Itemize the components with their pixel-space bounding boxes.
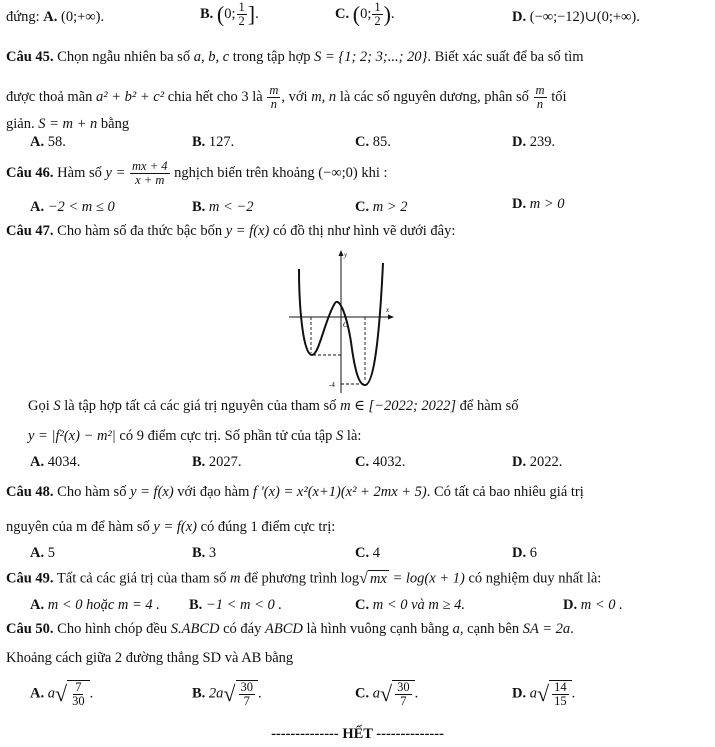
q50-option-c: C. a √ $\frac{30}{7}$ . [355,680,419,709]
q48-text: Cho hàm số [57,484,127,500]
q46-number: Câu 46. [6,164,54,181]
graph-x-label: x [386,306,390,314]
q45-line3 [6,116,129,133]
q45-text: giản. [6,116,35,132]
q45-option-a: A. 58. [30,134,66,150]
q50-text: Khoảng cách giữa 2 đường thẳng SD và AB bằng [6,650,294,666]
q47-text: có đồ thị như hình vẽ dưới đây: [272,223,456,239]
q47-text: là: [346,428,362,444]
q44-c-pre: 0; [360,5,372,22]
q45-text: là các số nguyên dương, phân số [339,88,529,105]
graph-y-arrow [339,250,344,256]
q46-y: y = [105,164,126,181]
q44-d-option [512,9,640,26]
q50-edge: SA = 2a [522,621,571,637]
q49-option-a: A. m < 0 hoặc m = 4 . [30,597,160,613]
q44-a: (0;+∞). [61,9,105,25]
q49-text: có nghiệm duy nhất là: [468,570,602,587]
q50-text: . [570,621,574,637]
q44-c-label: C. [335,5,350,22]
q47-line3 [28,428,361,445]
q50-a: a [452,621,460,637]
q50-base: ABCD [264,621,303,637]
q47-text: là tập hợp tất cả các giá trị nguyên của tham số [64,398,337,414]
q45-frac-2: $\frac{m}{n}$ [535,83,545,112]
q45-vars: a, b, c [193,49,230,65]
q47-range: m ∈ [−2022; 2022] [340,398,457,414]
q48-text: nguyên của m để hàm số [6,519,150,535]
graph-min-label: -4 [329,381,335,389]
q48-line2 [6,519,335,536]
q47-number: Câu 47. [6,223,54,239]
q49-log: log [340,570,360,587]
q47-line1 [6,223,455,240]
q49-text: Tất cả các giá trị của tham số [56,570,227,587]
q49-option-b: B. −1 < m < 0 . [189,597,282,613]
q44-b-post: . [255,5,259,22]
q45-number: Câu 45. [6,49,54,65]
q50-option-a: A. a √ $\frac{7}{30}$ . [30,680,94,709]
graph-y-label: y [344,251,348,259]
q47-option-c: C. 4032. [355,454,406,470]
q44-c-option: C. (0; $\frac{1}{2}$ ). [335,0,395,29]
q48-text: với đạo hàm [177,484,250,500]
q45-text: được thoả mãn [6,88,93,105]
q45-text: bằng [100,116,130,132]
q50-text: có đáy [223,621,262,637]
q49-number: Câu 49. [6,570,54,587]
q45-option-c: C. 85. [355,134,391,150]
end-marker: -------------- HẾT -------------- [271,726,444,742]
q50-option-b: B. 2a √ $\frac{30}{7}$ . [192,680,262,709]
q45-line1 [6,49,584,66]
q50-text: là hình vuông cạnh bằng [306,621,450,637]
q45-option-b: B. 127. [192,134,235,150]
q44-b-option: B. (0; $\frac{1}{2}$ ]. [200,0,259,29]
q44-b-label: B. [200,5,214,22]
q45-sum: S = m + n [38,116,98,132]
q47-text: Cho hàm số đa thức bậc bốn [57,223,223,239]
q50-text: Cho hình chóp đều [57,621,168,637]
q48-option-c: C. 4 [355,545,380,561]
q44-prefix: đứng: [6,9,40,25]
q44-c-post: . [390,5,395,22]
q49-text: để phương trình [244,570,337,587]
q45-set: S = {1; 2; 3;...; 20} [314,49,428,65]
q48-func: y = f(x) [153,519,197,535]
q47-func: y = f(x) [225,223,270,239]
q44-answers [6,9,104,26]
q45-text: Chọn ngẫu nhiên ba số [57,49,191,65]
q46-line1 [6,160,388,187]
q47-text: Gọi [28,398,50,414]
q46-option-a: A. −2 < m ≤ 0 [30,199,115,215]
q44-b-pre: 0; [224,5,236,22]
q48-text: có đúng 1 điểm cực trị: [200,519,336,535]
q49-sqrt: √ mx [359,570,387,588]
q49-eq-right: = log(x + 1) [392,570,465,587]
q44-b-frac: $\frac{1}{2}$ [238,0,245,29]
q45-text: chia hết cho 3 là [167,88,263,105]
q44-d-label: D. [512,9,527,25]
q50-shape: S.ABCD [170,621,220,637]
q49-option-d: D. m < 0 . [563,597,623,613]
q47-option-a: A. 4034. [30,454,81,470]
q45-text: tối [551,88,567,105]
q47-abs-func: y = |f²(x) − m²| [28,428,116,444]
q48-derivative: f '(x) = x²(x+1)(x² + 2mx + 5) [253,484,427,500]
q45-expr: a² + b² + c² [96,88,165,105]
q47-option-b: B. 2027. [192,454,242,470]
q48-func: y = f(x) [130,484,174,500]
q48-text: . Có tất cả bao nhiêu giá trị [426,484,584,500]
q44-a-label: A. [43,9,58,25]
q47-set-s: S [336,428,344,444]
q45-text: , với [281,88,308,105]
q45-mn: m, n [311,88,337,105]
q45-text: trong tập hợp [232,49,311,65]
q47-set-s: S [53,398,61,414]
graph-origin-label: O [343,321,349,329]
q50-option-d: D. a √ $\frac{14}{15}$ . [512,680,576,709]
q48-number: Câu 48. [6,484,54,500]
q47-text: để hàm số [459,398,519,414]
q49-option-c: C. m < 0 và m ≥ 4. [355,597,465,613]
q44-d: (−∞;−12)∪(0;+∞). [529,9,640,25]
q45-line2 [6,84,567,111]
q47-line2 [28,398,518,415]
q46-option-b: B. m < −2 [192,199,254,215]
q47-text: có 9 điểm cực trị. Số phần tử của tập [119,428,333,444]
graph-x-arrow [388,315,394,320]
q49-line1 [6,570,601,588]
q48-option-b: B. 3 [192,545,217,561]
q46-option-c: C. m > 2 [355,199,408,215]
q45-frac: $\frac{m}{n}$ [269,83,279,112]
q45-option-d: D. 239. [512,134,556,150]
q46-text: nghịch biến trên khoảng (−∞;0) khi : [174,164,388,181]
q47-option-d: D. 2022. [512,454,563,470]
q50-line1 [6,621,574,638]
q48-option-d: D. 6 [512,545,537,561]
q46-option-d: D. m > 0 [512,196,565,212]
q48-line1 [6,484,584,501]
q46-frac: $\frac{mx + 4}{x + m}$ [132,159,168,188]
q44-c-frac: $\frac{1}{2}$ [374,0,381,29]
q50-line2 [6,650,293,667]
q50-text: , cạnh bên [459,621,520,637]
q46-text: Hàm số [57,164,102,181]
q45-text: . Biết xác suất để ba số tìm [427,49,584,65]
q47-function-graph [285,247,395,395]
q49-m: m [230,570,241,587]
q48-option-a: A. 5 [30,545,55,561]
q50-number: Câu 50. [6,621,54,637]
